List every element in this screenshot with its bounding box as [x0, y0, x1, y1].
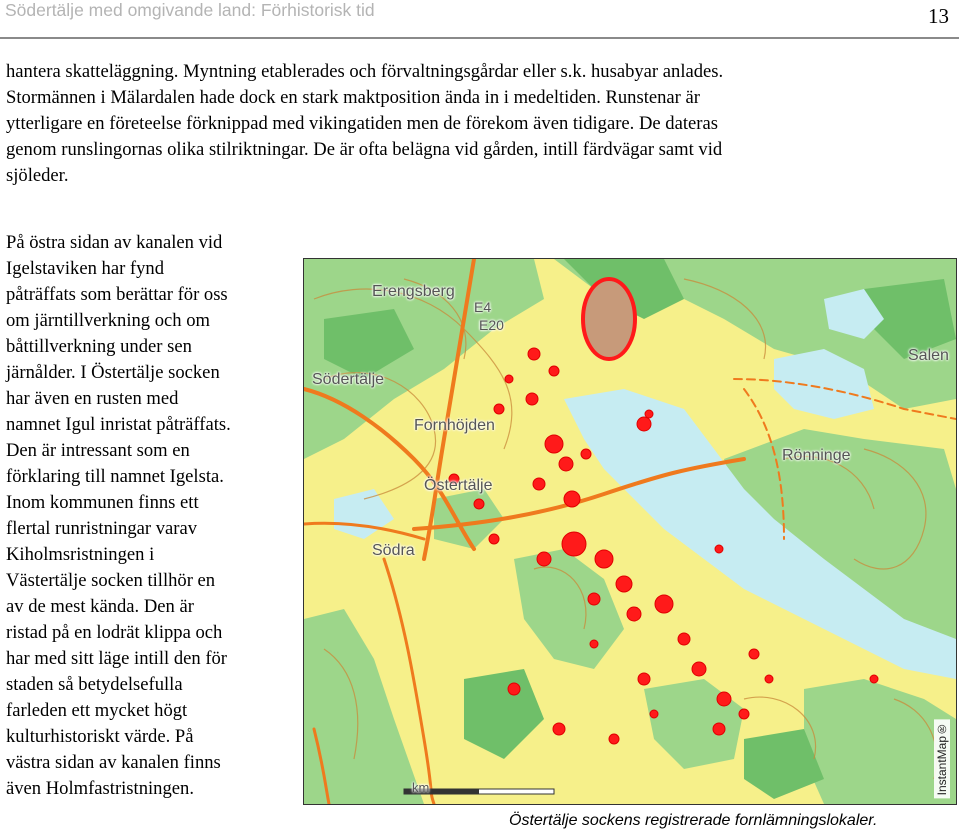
text-line: staden så betydelsefulla [6, 674, 183, 695]
text-line: hantera skatteläggning. Myntning etablerades och förvaltningsgårdar eller s.k. husabyar anlades. [6, 61, 724, 82]
map-brand: InstantMap® [934, 719, 950, 798]
map-label-e20: E20 [479, 317, 504, 333]
text-line: västra sidan av kanalen finns [6, 752, 221, 773]
text-line: genom runslingornas olika stilriktningar. De är ofta belägna vid gården, intill färdvägar samt vid [6, 139, 723, 160]
text-line: om järntillverkning och om [6, 310, 210, 331]
text-line: ytterligare en företeelse förknippad med vikingatiden men de förekom även tidigare. De dateras [6, 113, 718, 134]
intro-paragraph [6, 59, 951, 189]
text-line: järnålder. I Östertälje socken [6, 362, 220, 383]
text-line: Kiholmsristningen i [6, 544, 155, 565]
text-line: båttillverkning under sen [6, 336, 192, 357]
text-line: har även en rusten med [6, 388, 179, 409]
text-line: På östra sidan av kanalen vid [6, 232, 223, 253]
header-rule [0, 37, 959, 39]
text-line: förklaring till namnet Igelsta. [6, 466, 224, 487]
running-head: Södertälje med omgivande land: Förhistorisk tid [5, 0, 375, 20]
text-line: kulturhistoriskt värde. På [6, 726, 194, 747]
map-scale-label: km [412, 780, 430, 795]
site-map [303, 258, 957, 805]
text-line: flertal runristningar varav [6, 518, 198, 539]
figure-caption: Östertälje sockens registrerade fornlämningslokaler. [509, 812, 878, 829]
map-label-salen: Salen [908, 347, 949, 364]
text-line: ristad på en lodrät klippa och [6, 622, 223, 643]
text-line: påträffats som berättar för oss [6, 284, 228, 305]
text-line: Stormännen i Mälardalen hade dock en stark maktposition ända in i medeltiden. Runstenar är [6, 87, 700, 108]
text-line: sjöleder. [6, 165, 69, 186]
map-label-sodra: Södra [372, 542, 415, 559]
text-line: namnet Igul inristat påträffats. [6, 414, 231, 435]
text-line: Den är intressant som en [6, 440, 190, 461]
text-line: Igelstaviken har fynd [6, 258, 164, 279]
map-label-ostertalje: Östertälje [424, 477, 493, 494]
text-line: även Holmfastristningen. [6, 778, 194, 799]
map-graphic [304, 259, 956, 804]
text-line: har med sitt läge intill den för [6, 648, 228, 669]
map-label-sodertalje: Södertälje [312, 371, 385, 388]
text-line: av de mest kända. Den är [6, 596, 194, 617]
text-line: Västertälje socken tillhör en [6, 570, 216, 591]
map-label-e4: E4 [474, 299, 492, 315]
page-number: 13 [928, 4, 949, 28]
side-paragraph [6, 230, 296, 802]
page-header [0, 0, 959, 40]
map-label-erengsberg: Erengsberg [372, 283, 455, 300]
text-line: farleden ett mycket högt [6, 700, 188, 721]
map-label-fornhojden: Fornhöjden [414, 417, 495, 434]
text-line: Inom kommunen finns ett [6, 492, 199, 513]
map-label-ronninge: Rönninge [782, 447, 851, 464]
